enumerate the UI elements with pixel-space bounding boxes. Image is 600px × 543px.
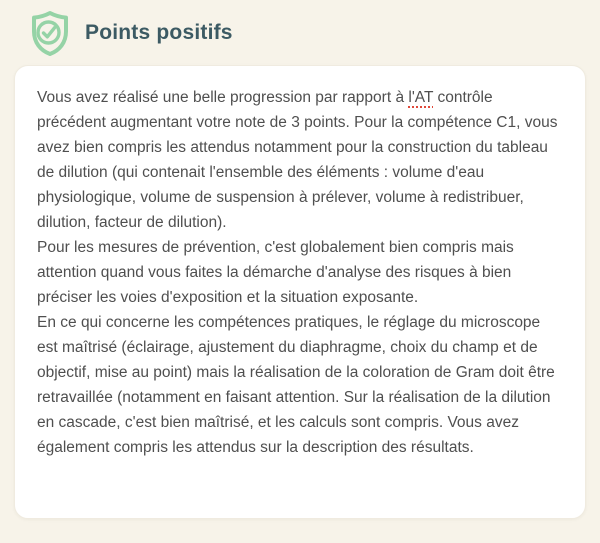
feedback-paragraph-1-after: contrôle précédent augmentant votre note de 3 points. Pour la compétence C1, vous avez bien compris les attendus notamment pour la construction du tableau de dilution (qui contenait l'ensemble des éléments : volume d'eau physiologique, volume de suspension à prélever, volume à redistribuer, dilution, facteur de dilution). xyxy=(37,89,558,231)
feedback-card xyxy=(14,65,586,519)
feedback-paragraph-1-before: Vous avez réalisé une belle progression par rapport à xyxy=(37,89,409,106)
feedback-paragraph-3: En ce qui concerne les compétences pratiques, le réglage du microscope est maîtrisé (éclairage, ajustement du diaphragme, choix du champ et de objectif, mise au point) mais la réalisation de la coloration de Gram doit être retravaillée (notamment en faisant attention. Sur la réalisation de la dilution en cascade, c'est bien maîtrisé, et les calculs sont compris. Vous avez également compris les attendus sur la description des résultats. xyxy=(37,314,555,456)
shield-check-icon xyxy=(28,10,72,57)
section-header xyxy=(0,0,600,57)
feedback-text xyxy=(37,85,564,460)
section-title: Points positifs xyxy=(85,21,233,44)
spellchecked-word: l'AT xyxy=(408,89,434,106)
feedback-paragraph-2: Pour les mesures de prévention, c'est globalement bien compris mais attention quand vous faites la démarche d'analyse des risques à bien préciser les voies d'exposition et la situation exposante. xyxy=(37,239,514,306)
